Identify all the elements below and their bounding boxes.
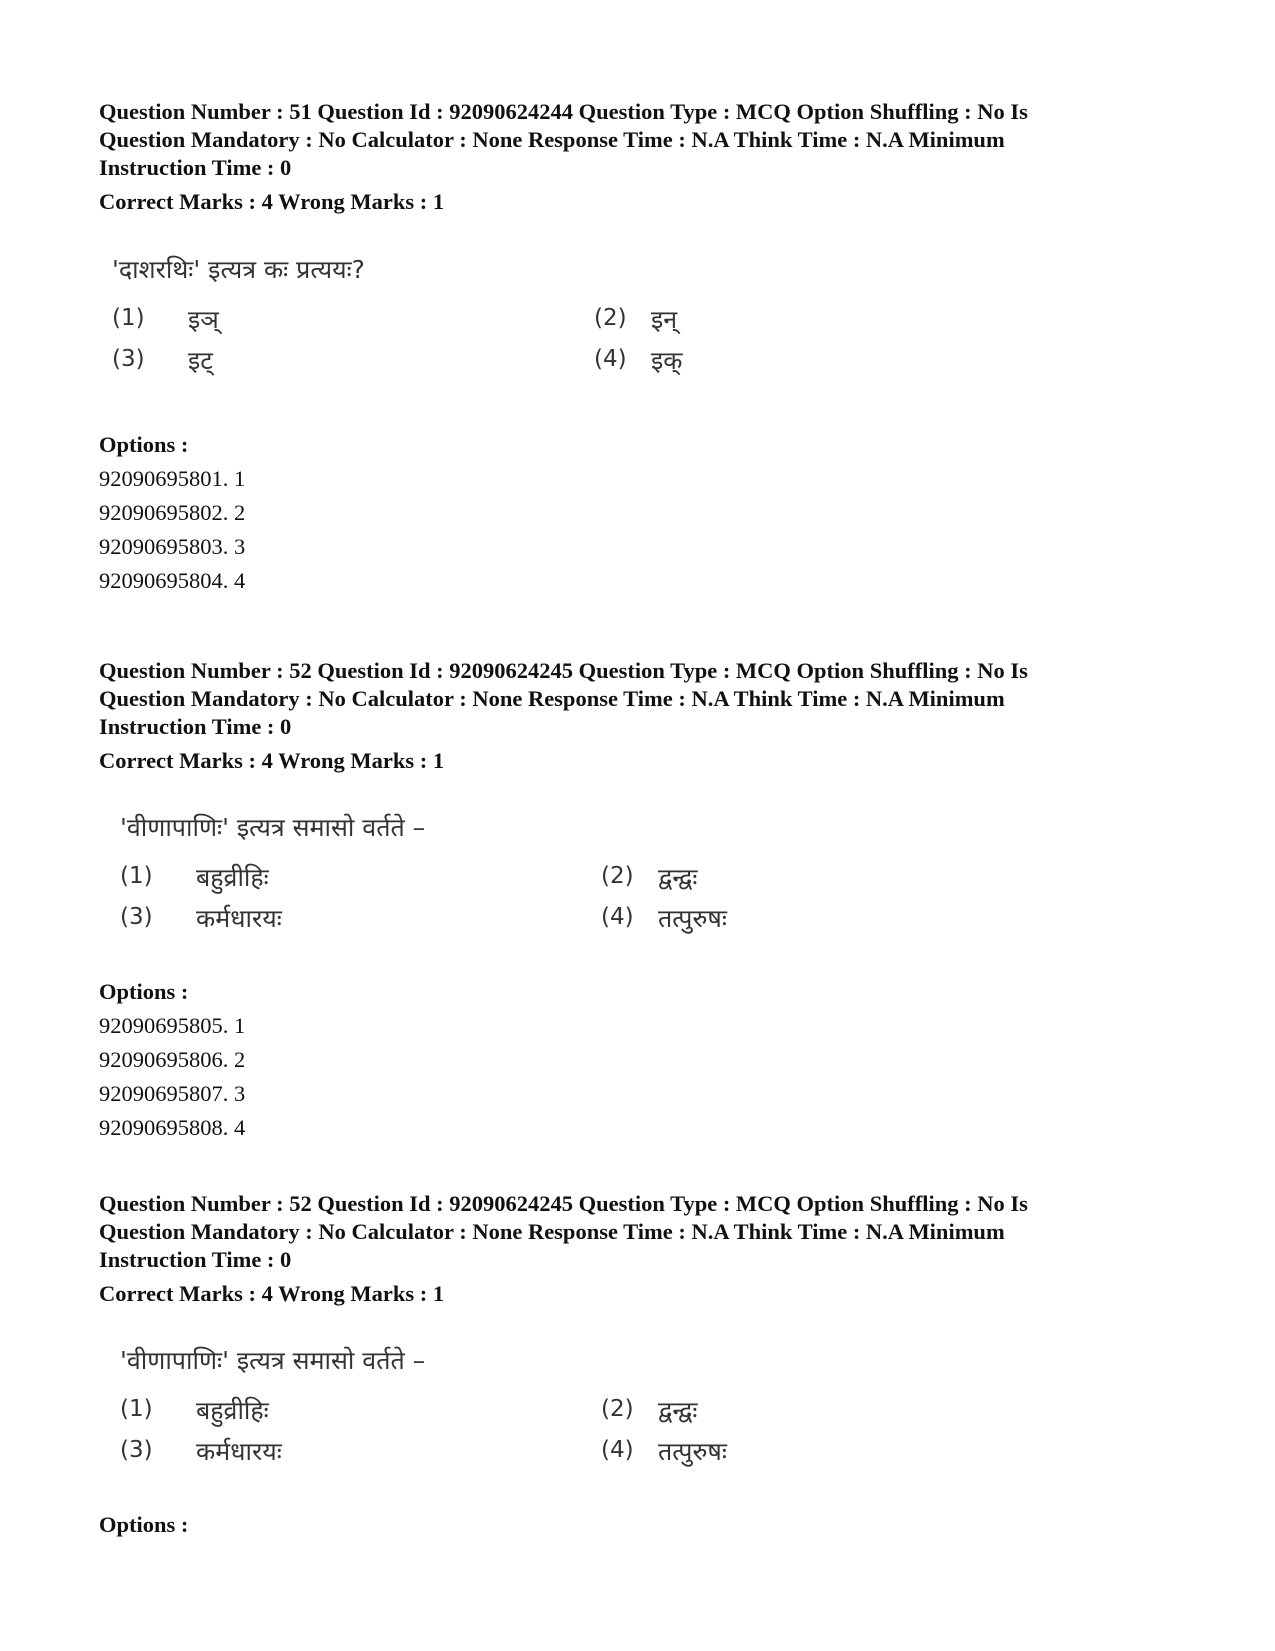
choice-text: कर्मधारयः — [196, 1437, 282, 1466]
choice-number: (2) — [601, 863, 634, 889]
choice-text: इञ् — [188, 305, 219, 334]
option-line: 92090695803. 3 — [99, 534, 246, 559]
question-marks: Correct Marks : 4 Wrong Marks : 1 — [99, 748, 445, 773]
choice-text: इन् — [651, 305, 678, 334]
choice-number: (1) — [112, 305, 145, 331]
choice-text: द्वन्द्वः — [658, 1396, 698, 1425]
options-label: Options : — [99, 1512, 189, 1537]
question-header — [99, 1190, 1159, 1308]
option-line: 92090695804. 4 — [99, 568, 246, 593]
question-meta-line: Question Number : 52 Question Id : 92090624245 Question Type : MCQ Option Shuffling : No Is — [99, 658, 1028, 683]
question-meta-line: Instruction Time : 0 — [99, 1247, 292, 1272]
option-line: 92090695805. 1 — [99, 1013, 246, 1038]
question-stem: 'दाशरथिः' इत्यत्र कः प्रत्ययः? — [112, 255, 365, 284]
option-line: 92090695801. 1 — [99, 466, 246, 491]
choice-number: (1) — [120, 1396, 153, 1422]
choice-number: (2) — [601, 1396, 634, 1422]
question-meta-line: Question Number : 51 Question Id : 92090624244 Question Type : MCQ Option Shuffling : No Is — [99, 99, 1028, 124]
question-header — [99, 98, 1159, 216]
option-line: 92090695808. 4 — [99, 1115, 246, 1140]
choice-text: तत्पुरुषः — [658, 1437, 727, 1466]
choice-number: (4) — [601, 904, 634, 930]
question-meta-line: Instruction Time : 0 — [99, 714, 292, 739]
question-stem: 'वीणापाणिः' इत्यत्र समासो वर्तते – — [120, 1346, 426, 1375]
question-meta-line: Question Number : 52 Question Id : 92090624245 Question Type : MCQ Option Shuffling : No Is — [99, 1191, 1028, 1216]
options-label: Options : — [99, 979, 189, 1004]
question-meta-line: Question Mandatory : No Calculator : None Response Time : N.A Think Time : N.A Minimum — [99, 127, 1005, 152]
question-stem: 'वीणापाणिः' इत्यत्र समासो वर्तते – — [120, 813, 426, 842]
question-header — [99, 657, 1159, 775]
question-meta-line: Instruction Time : 0 — [99, 155, 292, 180]
option-line: 92090695806. 2 — [99, 1047, 246, 1072]
choice-number: (1) — [120, 863, 153, 889]
option-line: 92090695807. 3 — [99, 1081, 246, 1106]
choice-text: इक् — [651, 346, 683, 375]
choice-text: इट् — [188, 346, 213, 375]
choice-number: (2) — [594, 305, 627, 331]
option-line: 92090695802. 2 — [99, 500, 246, 525]
choice-number: (4) — [594, 346, 627, 372]
choice-number: (3) — [120, 1437, 153, 1463]
choice-number: (3) — [112, 346, 145, 372]
choice-text: बहुव्रीहिः — [196, 863, 269, 892]
question-marks: Correct Marks : 4 Wrong Marks : 1 — [99, 1281, 445, 1306]
question-meta-line: Question Mandatory : No Calculator : None Response Time : N.A Think Time : N.A Minimum — [99, 686, 1005, 711]
question-marks: Correct Marks : 4 Wrong Marks : 1 — [99, 189, 445, 214]
choice-number: (3) — [120, 904, 153, 930]
options-label: Options : — [99, 432, 189, 457]
choice-text: तत्पुरुषः — [658, 904, 727, 933]
choice-text: कर्मधारयः — [196, 904, 282, 933]
choice-text: बहुव्रीहिः — [196, 1396, 269, 1425]
question-meta-line: Question Mandatory : No Calculator : None Response Time : N.A Think Time : N.A Minimum — [99, 1219, 1005, 1244]
choice-number: (4) — [601, 1437, 634, 1463]
choice-text: द्वन्द्वः — [658, 863, 698, 892]
